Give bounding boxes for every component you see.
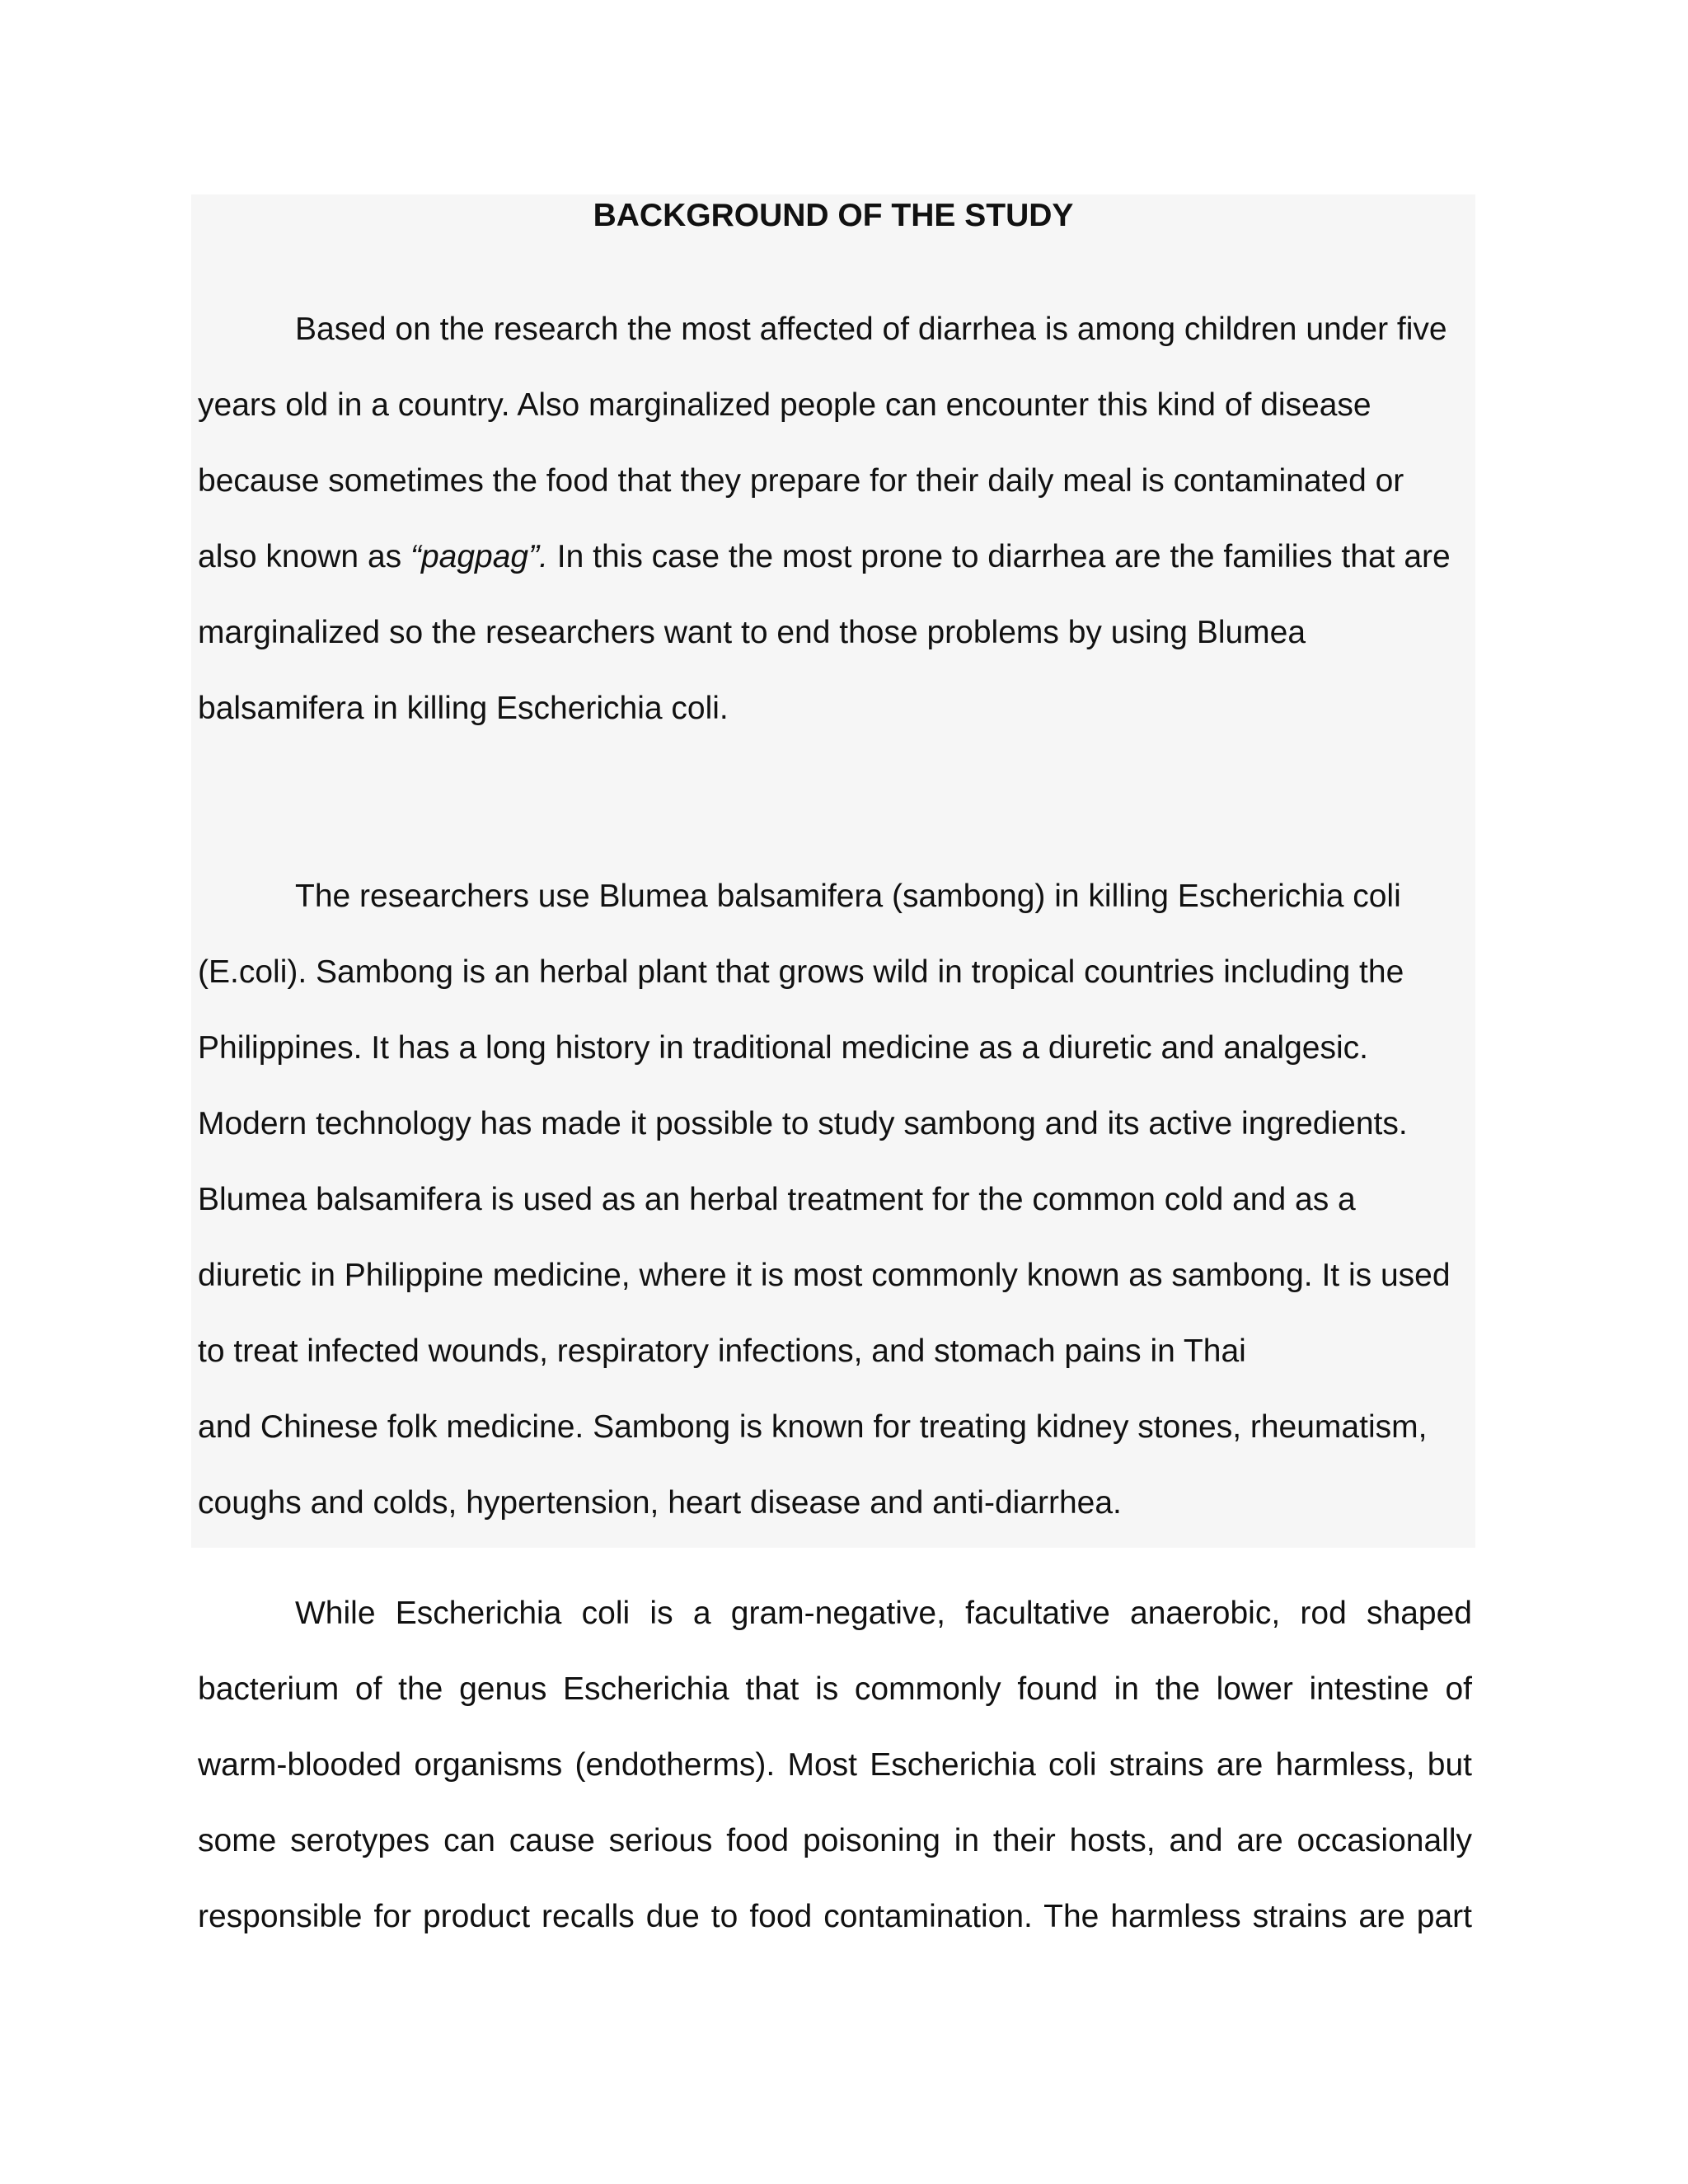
paragraph-line: balsamifera in killing Escherichia coli.: [198, 691, 729, 726]
paragraph-line: Based on the research the most affected of diarrhea is among children under five: [295, 312, 1447, 347]
paragraph-line: (E.coli). Sambong is an herbal plant that grows wild in tropical countries including the: [198, 954, 1404, 990]
document-title: BACKGROUND OF THE STUDY: [593, 198, 1074, 233]
paragraph-line: to treat infected wounds, respiratory infections, and stomach pains in Thai: [198, 1333, 1246, 1369]
paragraph-line: Modern technology has made it possible to study sambong and its active ingredients.: [198, 1106, 1408, 1141]
paragraph-line: years old in a country. Also marginalized people can encounter this kind of disease: [198, 387, 1372, 423]
paragraph-line: coughs and colds, hypertension, heart disease and anti-diarrhea.: [198, 1485, 1122, 1521]
paragraph-line: [198, 519, 1472, 595]
paragraph-sambong: [198, 859, 1472, 1541]
paragraph-line: and Chinese folk medicine. Sambong is known for treating kidney stones, rheumatism,: [198, 1409, 1428, 1445]
paragraph-escherichia-coli: [198, 1576, 1472, 1955]
paragraph-line: some serotypes can cause serious food poisoning in their hosts, and are occasionally: [198, 1823, 1472, 1858]
paragraph-line: Blumea balsamifera is used as an herbal treatment for the common cold and as a: [198, 1182, 1356, 1217]
paragraph-line: Philippines. It has a long history in traditional medicine as a diuretic and analgesic.: [198, 1030, 1368, 1066]
paragraph-line: marginalized so the researchers want to end those problems by using Blumea: [198, 615, 1306, 650]
paragraph-line: responsible for product recalls due to food contamination. The harmless strains are part: [198, 1899, 1472, 1934]
paragraph-line: The researchers use Blumea balsamifera (sambong) in killing Escherichia coli: [295, 879, 1401, 914]
italic-term-pagpag: “pagpag”.: [410, 539, 548, 574]
paragraph-line: warm-blooded organisms (endotherms). Most Escherichia coli strains are harmless, but: [198, 1747, 1472, 1783]
paragraph-line: While Escherichia coli is a gram-negative, facultative anaerobic, rod shaped: [295, 1596, 1472, 1631]
paragraph-line: bacterium of the genus Escherichia that is commonly found in the lower intestine of: [198, 1671, 1472, 1707]
paragraph-line: diuretic in Philippine medicine, where it is most commonly known as sambong. It is used: [198, 1258, 1451, 1293]
line-text: also known as: [198, 539, 410, 574]
paragraph-diarrhea-background: [198, 292, 1472, 747]
paragraph-line: because sometimes the food that they prepare for their daily meal is contaminated or: [198, 463, 1404, 499]
line-text: In this case the most prone to diarrhea are the families that are: [547, 539, 1451, 574]
